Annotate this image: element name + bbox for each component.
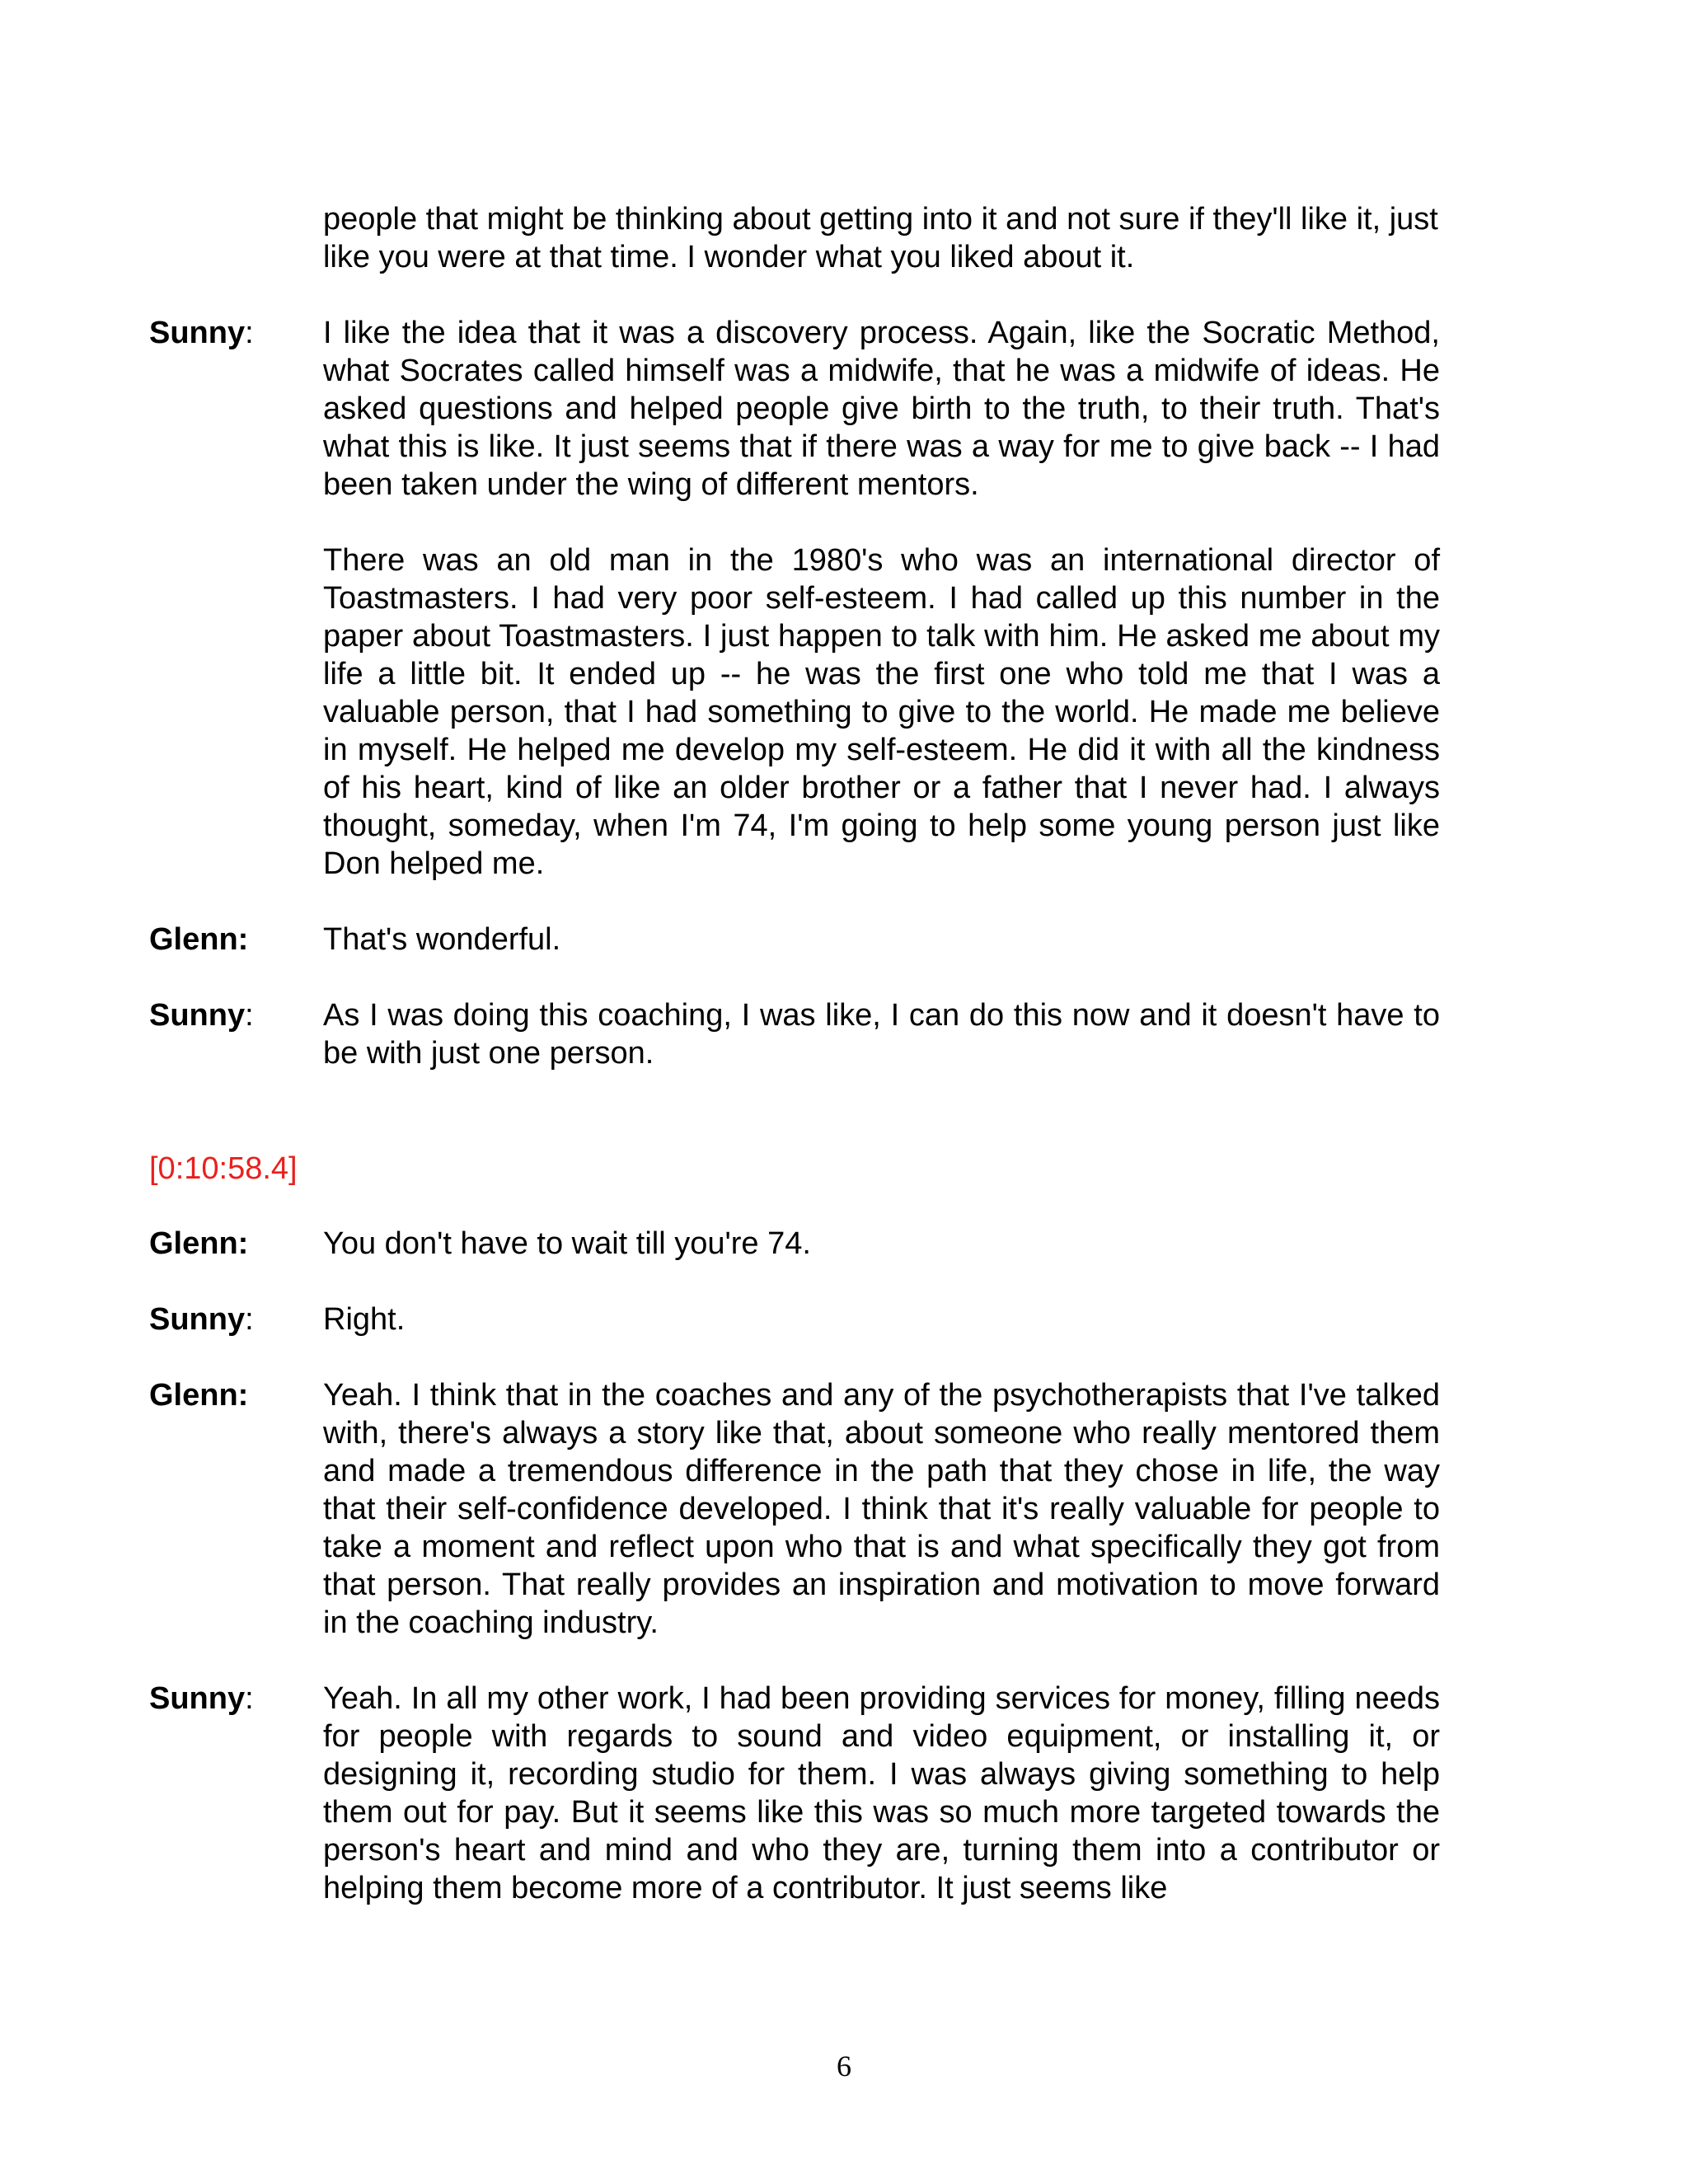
- dialogue-turn: [149, 996, 1440, 1072]
- page-number: 6: [837, 2050, 851, 2083]
- speaker-name: Sunny: [149, 1302, 246, 1337]
- turn-paragraph: Yeah. I think that in the coaches and any of the psychotherapists that I've talked with, there's always a story like that, about someone who really mentored them and made a tremendous difference in the path that they chose in life, the way that their self-confidence developed. I think that it's really valuable for people to take a moment and reflect upon who that is and what specifically they got from that person. That really provides an inspiration and motivation to move forward in the coaching industry.: [323, 1378, 1440, 1640]
- turn-paragraph: That's wonderful.: [323, 922, 561, 957]
- dialogue-turn: [149, 1301, 1440, 1338]
- speaker-label: [149, 1301, 254, 1338]
- turn-paragraph: You don't have to wait till you're 74.: [323, 1226, 811, 1261]
- speaker-separator: :: [245, 998, 254, 1033]
- turn-text: [323, 1680, 1440, 1907]
- speaker-label: [149, 1376, 248, 1414]
- turn-paragraph: I like the idea that it was a discovery process. Again, like the Socratic Method, what Socrates called himself was a midwife, that he was a midwife of ideas. He asked questions and helped people give birth to the truth, to their truth. That's what this is like. It just seems that if there was a way for me to give back -- I had been taken under the wing of different mentors.: [323, 316, 1440, 502]
- speaker-separator: :: [245, 1681, 254, 1716]
- turn-text: [323, 1225, 1440, 1263]
- dialogue-turn: [149, 1376, 1440, 1642]
- turn-text: [323, 314, 1440, 883]
- speaker-name: Sunny: [149, 316, 246, 350]
- dialogue-turn: [149, 314, 1440, 883]
- speaker-name: Glenn:: [149, 922, 249, 957]
- turn-text: [323, 1376, 1440, 1642]
- turn-paragraph: Right.: [323, 1302, 406, 1337]
- speaker-name: Sunny: [149, 998, 246, 1033]
- speaker-label: [149, 1680, 254, 1718]
- speaker-label: [149, 996, 254, 1034]
- turn-paragraph: Yeah. In all my other work, I had been providing services for money, filling needs for people with regards to sound and video equipment, or installing it, or designing it, recording studio for them. I was always giving something to help them out for pay. But it seems like this was so much more targeted towards the person's heart and mind and who they are, turning them into a contributor or helping them become more of a contributor. It just seems like: [323, 1681, 1440, 1905]
- speaker-name: Sunny: [149, 1681, 246, 1716]
- speaker-name: Glenn:: [149, 1226, 249, 1261]
- turn-paragraph: As I was doing this coaching, I was like, I can do this now and it doesn't have to be with just one person.: [323, 998, 1440, 1071]
- speaker-separator: :: [245, 1302, 254, 1337]
- continuation-paragraph: people that might be thinking about getting into it and not sure if they'll like it, just like you were at that time. I wonder what you liked about it.: [323, 202, 1438, 274]
- speaker-label: [149, 314, 254, 352]
- timestamp: [0:10:58.4]: [149, 1151, 298, 1186]
- turn-paragraph: There was an old man in the 1980's who was an international director of Toastmasters. I had very poor self-esteem. I had called up this number in the paper about Toastmasters. I just happen to talk with him. He asked me about my life a little bit. It ended up -- he was the first one who told me that I was a valuable person, that I had something to give to the world. He made me believe in myself. He helped me develop my self-esteem. He did it with all the kindness of his heart, kind of like an older brother or a father that I never had. I always thought, someday, when I'm 74, I'm going to help some young person just like Don helped me.: [323, 543, 1440, 881]
- turn-text: [323, 921, 1440, 958]
- dialogue-turn: [149, 1680, 1440, 1907]
- turn-text: [323, 1301, 1440, 1338]
- speaker-label: [149, 921, 248, 958]
- speaker-label: [149, 1225, 248, 1263]
- speaker-separator: :: [245, 316, 254, 350]
- speaker-name: Glenn:: [149, 1378, 249, 1413]
- dialogue-turn: [149, 1225, 1440, 1263]
- turn-text: [323, 996, 1440, 1072]
- dialogue-turn: [149, 921, 1440, 958]
